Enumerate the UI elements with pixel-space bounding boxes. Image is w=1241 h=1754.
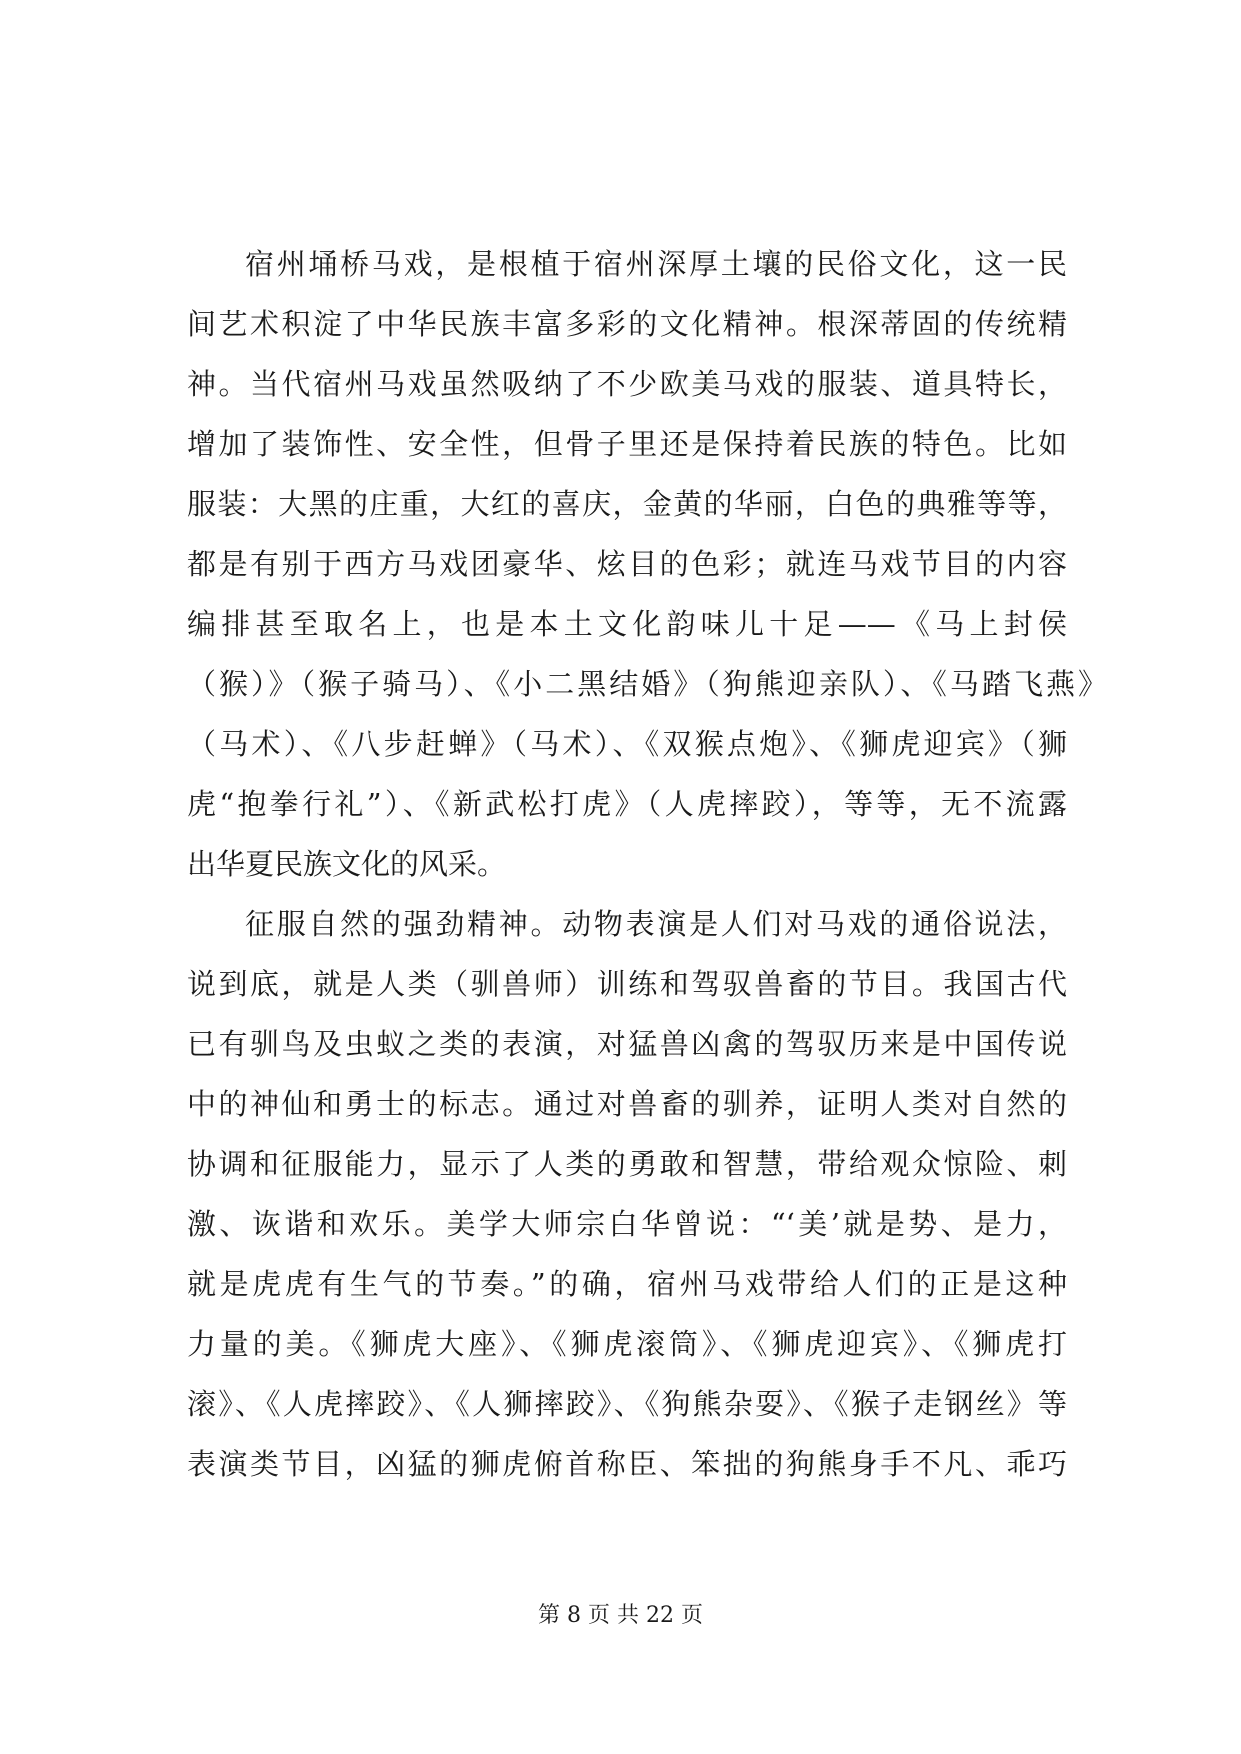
text-line: 表演类节目，凶猛的狮虎俯首称臣、笨拙的狗熊身手不凡、乖巧 [187,1447,1067,1481]
text-line: 虎“抱拳行礼”）、《新武松打虎》（人虎摔跤），等等，无不流露 [187,787,1067,821]
text-line: 征服自然的强劲精神。动物表演是人们对马戏的通俗说法， [245,907,1067,941]
text-line: 滚》、《人虎摔跤》、《人狮摔跤》、《狗熊杂耍》、《猴子走钢丝》等 [187,1387,1067,1421]
text-line: 编排甚至取名上，也是本土文化韵味儿十足——《马上封侯 [187,607,1067,641]
text-line: 说到底，就是人类（驯兽师）训练和驾驭兽畜的节目。我国古代 [187,967,1067,1001]
body-text [187,234,1107,1494]
text-line: 就是虎虎有生气的节奏。”的确，宿州马戏带给人们的正是这种 [187,1267,1067,1301]
text-line: 中的神仙和勇士的标志。通过对兽畜的驯养，证明人类对自然的 [187,1087,1067,1121]
text-line: 神。当代宿州马戏虽然吸纳了不少欧美马戏的服装、道具特长， [187,367,1067,401]
text-line: （马术）、《八步赶蝉》（马术）、《双猴点炮》、《狮虎迎宾》（狮 [187,727,1067,761]
text-line: 间艺术积淀了中华民族丰富多彩的文化精神。根深蒂固的传统精 [187,307,1067,341]
text-line: 出华夏民族文化的风采。 [187,847,507,881]
paragraph-2 [187,894,1067,1494]
page-number-footer: 第 8 页 共 22 页 [538,1603,703,1628]
text-line: 宿州埇桥马戏，是根植于宿州深厚土壤的民俗文化，这一民 [245,247,1067,281]
text-line: 都是有别于西方马戏团豪华、炫目的色彩；就连马戏节目的内容 [187,547,1067,581]
text-line: （猴）》（猴子骑马）、《小二黑结婚》（狗熊迎亲队）、《马踏飞燕》 [187,667,1107,701]
text-line: 服装：大黑的庄重，大红的喜庆，金黄的华丽，白色的典雅等等， [187,487,1067,521]
paragraph-1 [187,234,1107,894]
text-line: 已有驯鸟及虫蚁之类的表演，对猛兽凶禽的驾驭历来是中国传说 [187,1027,1067,1061]
text-line: 增加了装饰性、安全性，但骨子里还是保持着民族的特色。比如 [187,427,1067,461]
text-line: 力量的美。《狮虎大座》、《狮虎滚筒》、《狮虎迎宾》、《狮虎打 [187,1327,1067,1361]
text-line: 激、诙谐和欢乐。美学大师宗白华曾说：“‘美’就是势、是力， [187,1207,1067,1241]
text-line: 协调和征服能力，显示了人类的勇敢和智慧，带给观众惊险、刺 [187,1147,1067,1181]
